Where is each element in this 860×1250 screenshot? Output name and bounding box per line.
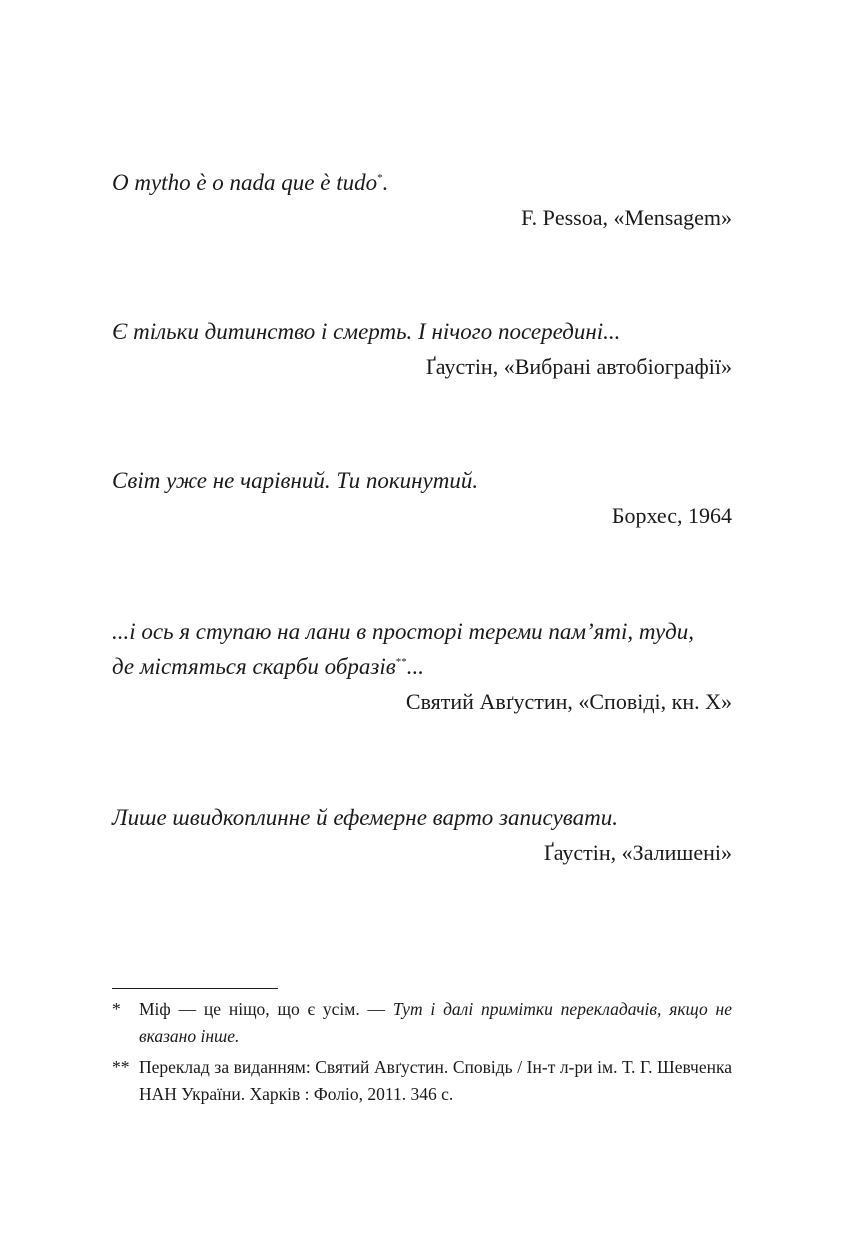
epigraph-source: Святий Авґустин, «Сповіді, кн. X» <box>405 689 732 714</box>
footnote-ref[interactable]: ** <box>395 656 407 668</box>
epigraph-borges <box>112 463 732 533</box>
footnote-text: Міф — це ніщо, що є усім. — <box>139 999 393 1019</box>
book-page <box>112 0 732 1250</box>
footnote-2 <box>112 1054 732 1108</box>
epigraph-source: Ґаустін, «Вибрані автобіографії» <box>425 354 732 379</box>
epigraph-quote: Лише швидкоплинне й ефемерне варто записувати. <box>112 805 618 830</box>
epigraph-source: F. Pessoa, «Mensagem» <box>521 205 732 230</box>
footnote-1 <box>112 996 732 1050</box>
epigraph-augustine <box>112 614 732 719</box>
footnote-note: Тут і далі примітки перекладачів, якщо не вказано інше. <box>139 999 732 1046</box>
footnote-marker: * <box>112 999 121 1019</box>
epigraph-source: Борхес, 1964 <box>611 503 732 528</box>
epigraph-quote: Є тільки дитинство і смерть. І нічого посередині... <box>112 319 621 344</box>
epigraph-source: Ґаустін, «Залишені» <box>543 840 732 865</box>
epigraph-gaustin-2 <box>112 800 732 870</box>
footnote-marker: ** <box>112 1057 130 1077</box>
footnotes <box>112 996 732 1112</box>
epigraph-gaustin-1 <box>112 314 732 384</box>
footnote-text: Переклад за виданням: Святий Авґустин. Сповідь / Ін-т л-ри ім. Т. Г. Шевченка НАН України. Харків : Фоліо, 2011. 346 с. <box>139 1057 732 1104</box>
epigraph-quote: O mytho è o nada que è tudo*. <box>112 170 389 195</box>
epigraph-quote: Світ уже не чарівний. Ти покинутий. <box>112 468 479 493</box>
epigraph-quote-line-1: ...і ось я ступаю на лани в просторі тереми пам’яті, туди, <box>112 619 694 644</box>
footnote-divider <box>112 988 278 989</box>
footnote-ref[interactable]: * <box>377 172 383 184</box>
epigraph-pessoa <box>112 165 732 235</box>
epigraph-quote-line-2: де містяться скарби образів**... <box>112 654 425 679</box>
